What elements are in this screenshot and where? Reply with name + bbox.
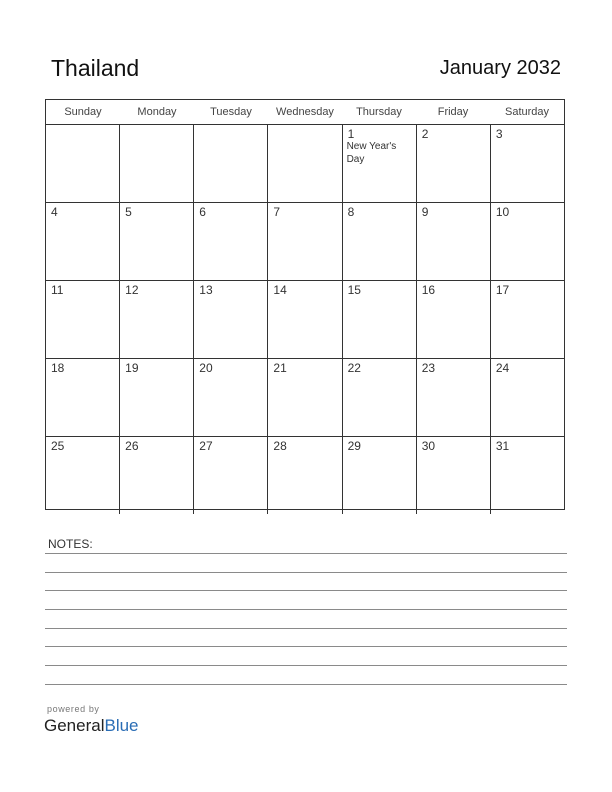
day-cell: [46, 359, 120, 436]
day-cell: [343, 437, 417, 514]
day-number: 16: [421, 283, 436, 297]
day-cell: [194, 359, 268, 436]
day-cell: [491, 203, 564, 280]
day-number: 9: [421, 205, 429, 219]
notes-label: NOTES:: [48, 537, 93, 551]
day-number: 3: [495, 127, 503, 141]
day-cell: [120, 203, 194, 280]
day-cell: [194, 281, 268, 358]
notes-line: [45, 609, 567, 610]
day-cell: [343, 203, 417, 280]
powered-by-text: powered by: [47, 704, 100, 714]
day-number: 23: [421, 361, 436, 375]
day-number: 20: [199, 361, 213, 375]
day-number: 29: [347, 439, 361, 453]
day-cell: [46, 203, 120, 280]
day-cell: [343, 359, 417, 436]
day-number: 15: [347, 283, 361, 297]
notes-line: [45, 684, 567, 685]
day-number: 18: [51, 361, 65, 375]
weekday-header: [46, 100, 564, 125]
day-cell: [194, 437, 268, 514]
day-cell: [343, 281, 417, 358]
weekday-label: Sunday: [64, 106, 102, 118]
day-number: 4: [51, 205, 58, 219]
day-number: 26: [125, 439, 139, 453]
generalblue-logo: [44, 716, 139, 736]
day-number: 27: [199, 439, 213, 453]
day-number: 1: [347, 127, 355, 141]
day-cell: [417, 281, 491, 358]
week-row: [46, 125, 564, 203]
day-cell: [417, 125, 491, 202]
day-number: 7: [273, 205, 281, 219]
day-number: 30: [421, 439, 436, 453]
notes-line: [45, 572, 567, 573]
day-cell: [194, 125, 268, 202]
weekday-label: Wednesday: [276, 106, 334, 118]
week-row: [46, 437, 564, 514]
country-title: Thailand: [51, 55, 140, 81]
day-number: 21: [273, 361, 287, 375]
day-cell: [46, 125, 120, 202]
day-cell: [268, 281, 342, 358]
week-row: [46, 203, 564, 281]
day-number: 6: [199, 205, 206, 219]
day-number: 13: [199, 283, 213, 297]
day-number: 8: [347, 205, 355, 219]
notes-line: [45, 553, 567, 554]
day-cell: [268, 125, 342, 202]
week-row: [46, 359, 564, 437]
logo-blue: Blue: [104, 716, 139, 735]
day-number: 12: [125, 283, 139, 297]
weekday-label: Saturday: [504, 106, 550, 118]
day-cell: [268, 437, 342, 514]
day-number: 28: [273, 439, 287, 453]
day-number: 2: [421, 127, 429, 141]
day-cell: [491, 437, 564, 514]
week-row: [46, 281, 564, 359]
day-cell: [417, 359, 491, 436]
calendar-grid: [45, 99, 565, 510]
day-cell: [120, 281, 194, 358]
notes-line: [45, 646, 567, 647]
day-number: 25: [51, 439, 65, 453]
day-number: 31: [495, 439, 510, 453]
day-number: 19: [125, 361, 139, 375]
weekday-label: Friday: [437, 106, 469, 118]
holiday-label: New Year's Day: [346, 141, 397, 165]
notes-line: [45, 628, 567, 629]
notes-line: [45, 665, 567, 666]
day-cell: [120, 437, 194, 514]
day-cell: [491, 359, 564, 436]
month-title: January 2032: [439, 57, 561, 79]
day-cell: [417, 437, 491, 514]
day-cell: [46, 437, 120, 514]
logo-general: General: [44, 716, 105, 735]
day-cell: [194, 203, 268, 280]
day-cell: [268, 203, 342, 280]
day-cell: [343, 125, 417, 202]
day-cell: [491, 281, 564, 358]
day-number: 24: [495, 361, 510, 375]
day-cell: [491, 125, 564, 202]
day-cell: [417, 203, 491, 280]
weekday-label: Thursday: [356, 106, 402, 118]
day-cell: [46, 281, 120, 358]
day-cell: [120, 359, 194, 436]
day-number: 10: [495, 205, 510, 219]
day-number: 17: [495, 283, 510, 297]
day-number: 11: [51, 283, 64, 297]
notes-line: [45, 590, 567, 591]
day-cell: [268, 359, 342, 436]
day-number: 22: [347, 361, 361, 375]
day-cell: [120, 125, 194, 202]
weekday-label: Monday: [137, 106, 177, 118]
weekday-label: Tuesday: [210, 106, 252, 118]
day-number: 5: [125, 205, 132, 219]
day-number: 14: [273, 283, 287, 297]
